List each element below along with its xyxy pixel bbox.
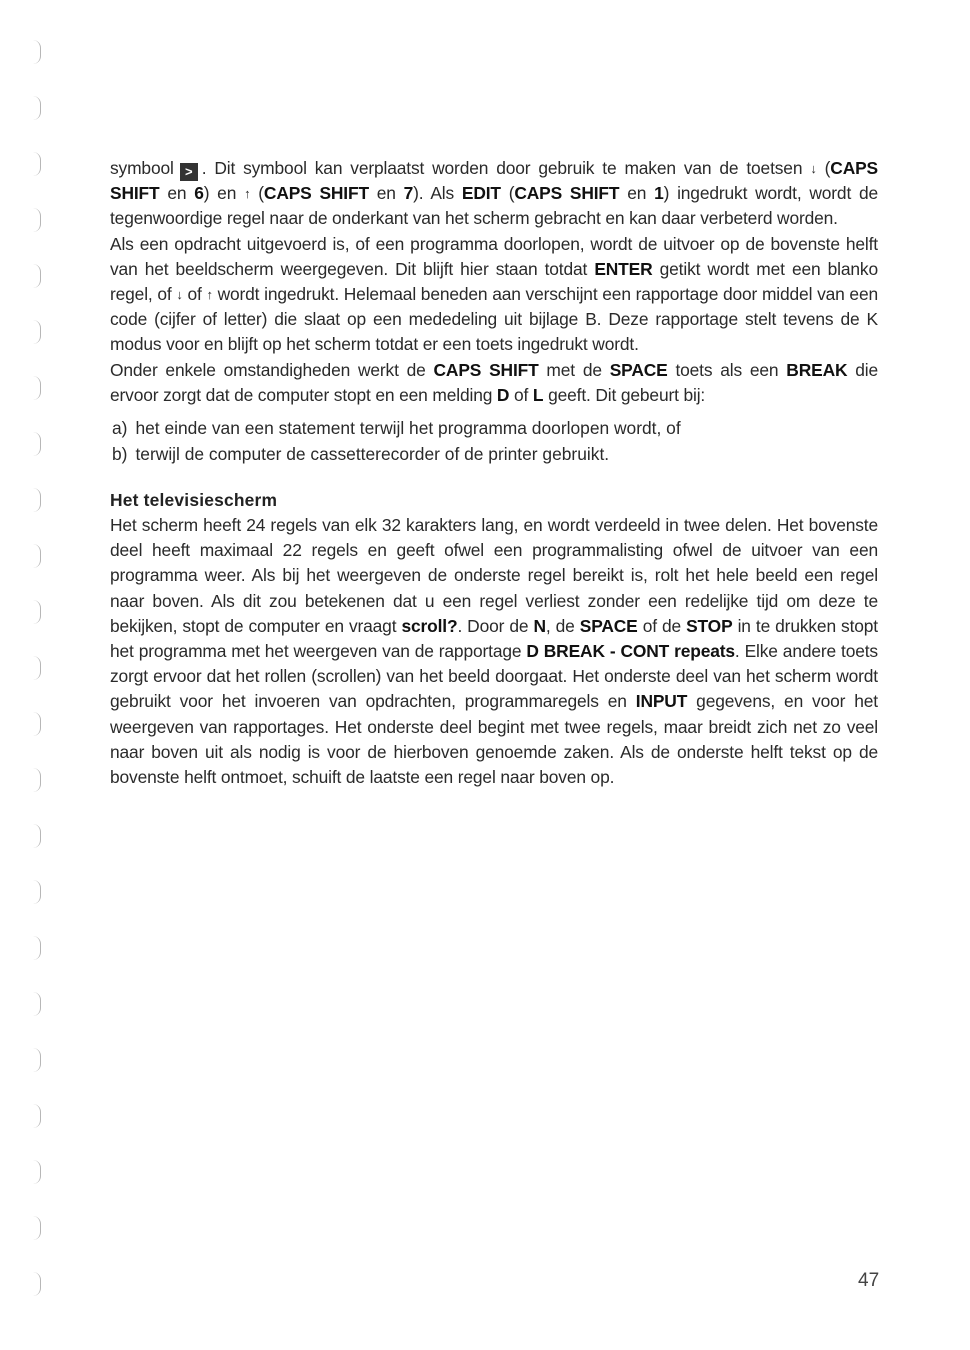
text: ( [258, 183, 264, 204]
arrow-up-icon: ↑ [206, 287, 213, 303]
text: ). Als [413, 183, 462, 204]
text: of [182, 284, 207, 305]
key-7: 7 [403, 183, 414, 204]
binding-holes [30, 40, 50, 1330]
text: geeft. Dit gebeurt bij: [543, 384, 706, 405]
text: en [159, 183, 195, 204]
text: met de [538, 359, 610, 380]
arrow-down-icon: ↓ [176, 287, 183, 303]
paragraph-screen [110, 513, 878, 790]
text: Als een opdracht uitgevoerd is, of een programma doorlopen, wordt de uitvoer op de bovenste helft van het beeldscherm weergegeven. Dit blijft hier staan totdat [110, 233, 878, 279]
text: ) ingedrukt wordt, wordt de tegenwoordige regel naar de onderkant van het scherm gebracht en kan daar verbeterd worden. [110, 183, 878, 229]
arrow-up-icon: ↑ [244, 186, 251, 202]
section-heading: Het televisiescherm [110, 490, 278, 511]
page-content [110, 156, 878, 790]
text: . Door de [457, 615, 534, 636]
text: of [509, 384, 533, 405]
list-text: het einde van een statement terwijl het programma doorlopen wordt, of [135, 418, 681, 439]
text: . Dit symbool kan verplaatst worden door gebruik te maken van de toetsen [201, 158, 803, 178]
text: en [619, 183, 655, 204]
key-space: SPACE [609, 359, 668, 380]
text: Onder enkele omstandigheden werkt de [110, 359, 434, 380]
text: symbool [110, 158, 174, 178]
list-item [112, 442, 878, 468]
key-caps-shift: CAPS SHIFT [433, 359, 539, 380]
arrow-down-icon: ↓ [810, 161, 817, 176]
cursor-symbol-icon: > [180, 163, 198, 181]
text: , de [545, 615, 580, 636]
key-edit: EDIT [461, 183, 501, 204]
list-marker: a) [112, 418, 128, 439]
message-d-break: D BREAK - CONT repeats [526, 641, 735, 662]
text: . Elke andere toets zorgt ervoor dat het rollen (scrollen) van het beeld doorgaat. Het onderste deel van het scherm wordt gebruikt voor het invoeren van opdrachten, programmaregels en [110, 641, 878, 712]
text: Het scherm heeft 24 regels van elk 32 karakters lang, en wordt verdeeld in twee delen. Het bovenste deel heeft maximaal 22 regels en geeft ofwel een programmalisting ofwel de uitvoer van een programma weer. Als bij het weergeven de onderste regel bereikt is, rolt het hele beeld een regel naar boven. Als dit zou betekenen dat u een regel verliest zonder een redelijke tijd om deze te bekijken, stopt de computer en vraagt [110, 515, 878, 636]
paragraph-break [110, 358, 878, 408]
page-number: 47 [858, 1270, 880, 1291]
text: getikt wordt met een blanko regel, of [110, 258, 878, 305]
text: gegevens, en voor het weergeven van rapportages. Het onderste deel begint met twee regels, maar breidt zich net zo veel naar boven uit als nodig is voor de hierboven genoemde zaken. Als de onderste helft tekst op de bovenste helft ontmoet, schuift de laatste een regel naar boven op. [110, 691, 878, 788]
key-6: 6 [194, 183, 204, 204]
key-break: BREAK [786, 359, 848, 380]
key-space: SPACE [579, 615, 638, 636]
message-scroll: scroll? [401, 615, 458, 636]
list-item [112, 416, 878, 442]
code-d: D [496, 384, 510, 405]
text: in te drukken stopt het programma met het weergeven van de rapportage [110, 615, 878, 662]
text: ( [824, 158, 831, 178]
text: wordt ingedrukt. Helemaal beneden aan verschijnt een rapportage door middel van een code (cijfer of letter) die slaat op een mededeling uit bijlage B. Deze rapportage stelt tevens de K modus voor en blijft op het scherm totdat er een toets ingedrukt wordt. [110, 284, 878, 355]
key-caps-shift: CAPS SHIFT [110, 158, 878, 204]
text: ( [500, 183, 515, 204]
paragraph-output [110, 232, 878, 358]
conditions-list [110, 416, 878, 467]
key-stop: STOP [686, 615, 733, 636]
key-input: INPUT [635, 691, 688, 712]
text: ) en [203, 183, 237, 204]
list-marker: b) [112, 443, 128, 464]
list-text: terwijl de computer de cassetterecorder of de printer gebruikt. [135, 443, 610, 464]
key-n: N [533, 615, 546, 636]
text: of de [637, 615, 687, 636]
text: toets als een [667, 359, 787, 380]
text: die ervoor zorgt dat de computer stopt en een melding [110, 359, 878, 405]
text: en [368, 183, 404, 204]
key-caps-shift: CAPS SHIFT [263, 183, 369, 204]
key-1: 1 [654, 183, 664, 204]
paragraph-cursor-symbol [110, 156, 878, 232]
key-enter: ENTER [594, 258, 653, 279]
code-l: L [532, 384, 544, 405]
key-caps-shift: CAPS SHIFT [514, 183, 620, 204]
